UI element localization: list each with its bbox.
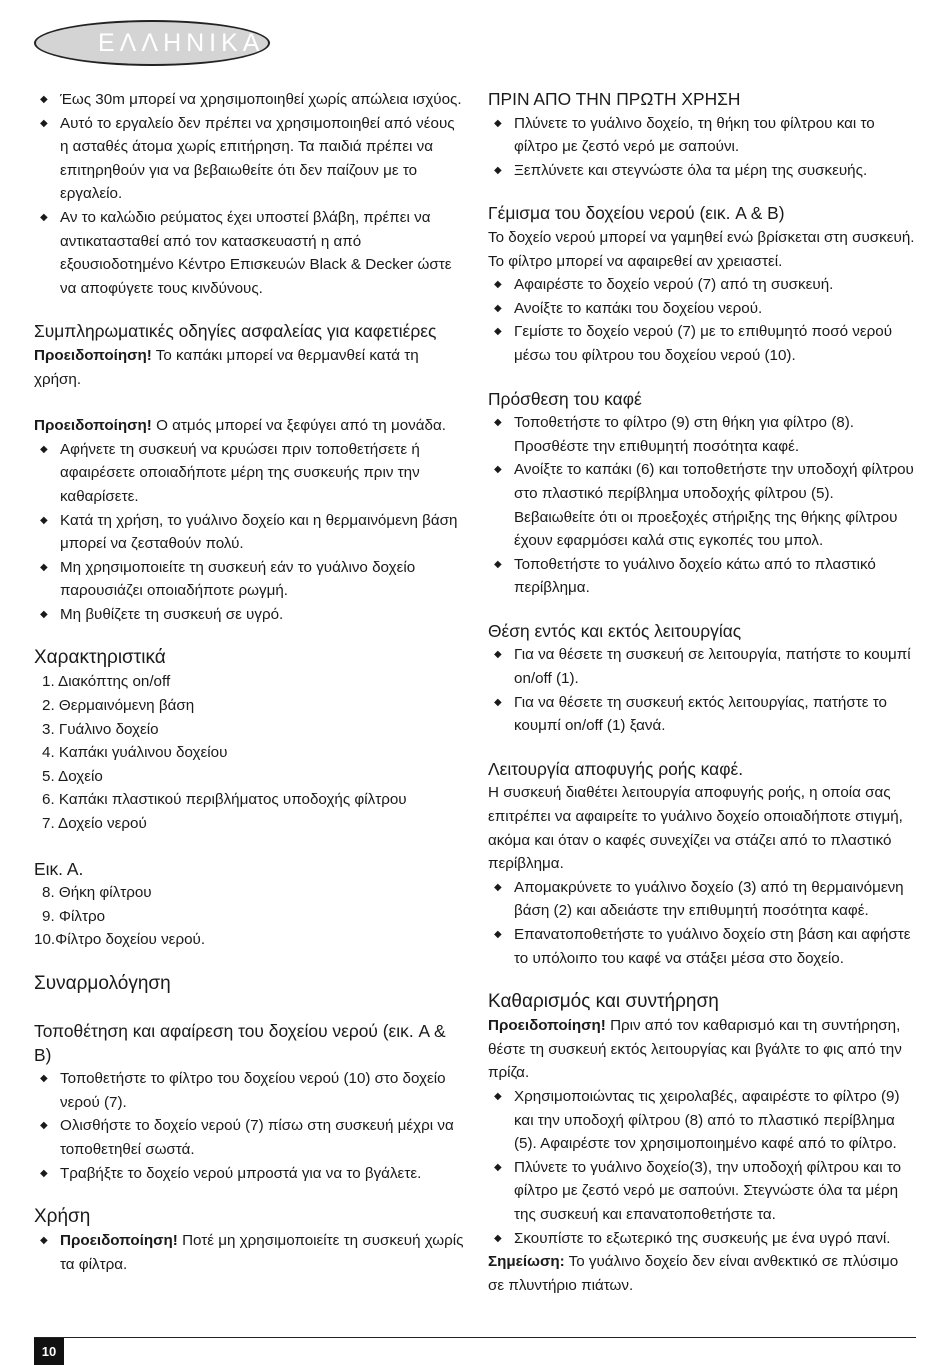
diamond-bullet-icon: ◆ <box>40 1120 48 1132</box>
diamond-bullet-icon: ◆ <box>40 1167 48 1179</box>
diamond-bullet-icon: ◆ <box>494 302 502 314</box>
water-tank-heading: Τοποθέτηση και αφαίρεση του δοχείου νερού (εικ. A & B) <box>34 1021 446 1065</box>
diamond-bullet-icon: ◆ <box>494 1232 502 1244</box>
language-label: ΕΛΛΗΝΙΚΑ <box>98 28 265 57</box>
diamond-bullet-icon: ◆ <box>40 211 48 223</box>
on-off-heading: Θέση εντός και εκτός λειτουργίας <box>488 620 742 641</box>
list-item: ◆ Πλύνετε το γυάλινο δοχείο(3), την υποδοχή φίλτρου και το φίλτρο με ζεστό νερό με σαπούνι. Στεγνώστε όλα τα μέρη της συσκευή και επανατοποθετήστε τα. <box>488 1156 918 1227</box>
cleaning-note: Σημείωση: Το γυάλινο δοχείο δεν είναι ανθεκτικό σε πλύσιμο σε πλυντήριο πιάτων. <box>488 1253 899 1294</box>
diamond-bullet-icon: ◆ <box>494 417 502 429</box>
first-use-heading: ΠΡΙΝ ΑΠΟ ΤΗΝ ΠΡΩΤΗ ΧΡΗΣΗ <box>488 89 741 109</box>
list-item: ◆ Πλύνετε το γυάλινο δοχείο, τη θήκη του φίλτρου και το φίλτρο με ζεστό νερό με σαπούνι. <box>488 112 918 159</box>
diamond-bullet-icon: ◆ <box>494 279 502 291</box>
water-tank-bullet-list <box>34 1067 464 1185</box>
list-item: ◆ Κατά τη χρήση, το γυάλινο δοχείο και η θερμαινόμενη βάση μπορεί να ζεσταθούν πολύ. <box>34 509 464 556</box>
safety-warning-2: Προειδοποίηση! Ο ατμός μπορεί να ξεφύγει από τη μονάδα. <box>34 417 446 435</box>
list-item: ◆ Ανοίξτε το καπάκι του δοχείου νερού. <box>488 297 918 321</box>
list-item: 6. Καπάκι πλαστικού περιβλήματος υποδοχής φίλτρου <box>42 791 407 809</box>
diamond-bullet-icon: ◆ <box>40 1073 48 1085</box>
right-column <box>488 88 918 1297</box>
list-item: 1. Διακόπτης on/off <box>42 673 171 691</box>
list-item: ◆ Ξεπλύνετε και στεγνώστε όλα τα μέρη της συσκευής. <box>488 159 918 183</box>
features-list <box>34 670 464 835</box>
drip-stop-text: Η συσκευή διαθέτει λειτουργία αποφυγής ροής, η οποία σας επιτρέπει να αφαιρείτε το γυάλινο δοχείο οποιαδήποτε στιγμή, ακόμα και όταν ο καφές συνεχίζει να στάζει από το πλαστικό περίβλημα. <box>488 784 903 873</box>
diamond-bullet-icon: ◆ <box>494 558 502 570</box>
list-item: ◆ Έως 30m μπορεί να χρησιμοποιηθεί χωρίς απώλεια ισχύος. <box>34 88 464 112</box>
list-item: 3. Γυάλινο δοχείο <box>42 720 159 738</box>
list-item: ◆ Ανοίξτε το καπάκι (6) και τοποθετήστε την υποδοχή φίλτρου στο πλαστικό περίβλημα υποδοχής φίλτρου (5). Βεβαιωθείτε ότι οι προεξοχές στήριξης της θήκης φίλτρου έχουν εφαρμόσει καλά στις εγκοπές του μπολ. <box>488 458 918 552</box>
list-item: ◆ Τοποθετήστε το γυάλινο δοχείο κάτω από το πλαστικό περίβλημα. <box>488 553 918 600</box>
figure-a-list <box>34 881 464 928</box>
diamond-bullet-icon: ◆ <box>494 929 502 940</box>
list-item: ◆ Γεμίστε το δοχείο νερού (7) με το επιθυμητό ποσό νερού μέσω του φίλτρου του δοχείου νερού (10). <box>488 320 918 367</box>
list-item: ◆ Αφήνετε τη συσκευή να κρυώσει πριν τοποθετήσετε ή αφαιρέσετε οποιαδήποτε μέρη της συσκευής πριν την καθαρίσετε. <box>34 438 464 509</box>
drip-stop-heading: Λειτουργία αποφυγής ροής καφέ. <box>488 758 744 779</box>
safety-bullet-list <box>34 438 464 627</box>
list-item: 8. Θήκη φίλτρου <box>42 884 152 902</box>
list-item: ◆ Για να θέσετε τη συσκευή σε λειτουργία, πατήστε το κουμπί on/off (1). <box>488 643 918 690</box>
list-item: ◆ Ολισθήστε το δοχείο νερού (7) πίσω στη συσκευή μέχρι να τοποθετηθεί σωστά. <box>34 1114 464 1161</box>
left-column <box>34 88 464 1276</box>
features-heading: Χαρακτηριστικά <box>34 647 166 669</box>
list-item: ◆ Επανατοποθετήστε το γυάλινο δοχείο στη βάση και αφήστε το υπόλοιπο του καφέ να στάξει μέσα στο δοχείο. <box>488 923 918 970</box>
diamond-bullet-icon: ◆ <box>494 164 502 176</box>
footer-divider <box>34 1337 916 1338</box>
list-item: 10.Φίλτρο δοχείου νερού. <box>34 931 206 949</box>
filling-text: Το δοχείο νερού μπορεί να γαμηθεί ενώ βρίσκεται στη συσκευή. Το φίλτρο μπορεί να αφαιρεθεί αν χρειαστεί. <box>488 228 915 270</box>
list-item: 5. Δοχείο <box>42 767 103 785</box>
list-item: ◆ Τοποθετήστε το φίλτρο (9) στη θήκη για φίλτρο (8). Προσθέστε την επιθυμητή ποσότητα καφέ. <box>488 411 918 458</box>
cleaning-heading: Καθαρισμός και συντήρηση <box>488 991 719 1013</box>
filling-heading: Γέμισμα του δοχείου νερού (εικ. A & B) <box>488 203 785 224</box>
safety-heading: Συμπληρωματικές οδηγίες ασφαλείας για καφετιέρες <box>34 321 437 342</box>
diamond-bullet-icon: ◆ <box>40 94 48 105</box>
list-item: ◆ Απομακρύνετε το γυάλινο δοχείο (3) από τη θερμαινόμενη βάση (2) και αδειάστε την επιθυμητή ποσότητα καφέ. <box>488 876 918 923</box>
list-item: ◆ Αφαιρέστε το δοχείο νερού (7) από τη συσκευή. <box>488 273 918 297</box>
diamond-bullet-icon: ◆ <box>494 881 502 893</box>
diamond-bullet-icon: ◆ <box>494 696 502 708</box>
diamond-bullet-icon: ◆ <box>40 608 48 620</box>
diamond-bullet-icon: ◆ <box>494 464 502 476</box>
diamond-bullet-icon: ◆ <box>40 514 48 526</box>
drip-stop-bullet-list <box>488 876 918 970</box>
list-item: ◆ Μη χρησιμοποιείτε τη συσκευή εάν το γυάλινο δοχείο παρουσιάζει οποιαδήποτε ρωγμή. <box>34 556 464 603</box>
filling-bullet-list <box>488 273 918 367</box>
adding-coffee-heading: Πρόσθεση του καφέ <box>488 388 642 409</box>
diamond-bullet-icon: ◆ <box>494 117 502 129</box>
list-item: ◆ Αυτό το εργαλείο δεν πρέπει να χρησιμοποιηθεί από νέους η ασταθές άτομα χωρίς επιτήρηση. Τα παιδιά πρέπει να επιτηρηθούν για να βεβαιωθείτε ότι δεν παίζουν με το εργαλείο. <box>34 112 464 206</box>
use-heading: Χρήση <box>34 1206 91 1228</box>
list-item: 9. Φίλτρο <box>42 907 106 925</box>
intro-bullet-list <box>34 88 464 300</box>
diamond-bullet-icon: ◆ <box>40 443 48 455</box>
list-item: ◆ Μη βυθίζετε τη συσκευή σε υγρό. <box>34 603 464 627</box>
cleaning-bullet-list <box>488 1085 918 1250</box>
list-item: ◆ Τοποθετήστε το φίλτρο του δοχείου νερού (10) στο δοχείο νερού (7). <box>34 1067 464 1114</box>
diamond-bullet-icon: ◆ <box>494 1090 502 1102</box>
diamond-bullet-icon: ◆ <box>494 1161 502 1173</box>
adding-coffee-bullet-list <box>488 411 918 600</box>
list-item: 2. Θερμαινόμενη βάση <box>42 697 195 715</box>
first-use-bullet-list <box>488 112 918 183</box>
list-item: ◆ Αν το καλώδιο ρεύματος έχει υποστεί βλάβη, πρέπει να αντικατασταθεί από τον κατασκευαστή η από εξουσιοδοτημένο Κέντρο Επισκευών Black & Decker ώστε να αποφύγετε τους κινδύνους. <box>34 206 464 300</box>
diamond-bullet-icon: ◆ <box>40 117 48 129</box>
diamond-bullet-icon: ◆ <box>494 649 502 661</box>
list-item: ◆ Προειδοποίηση! Ποτέ μη χρησιμοποιείτε τη συσκευή χωρίς τα φίλτρα. <box>34 1229 464 1276</box>
page-number: 10 <box>34 1338 64 1365</box>
list-item: 4. Καπάκι γυάλινου δοχείου <box>42 744 228 762</box>
safety-warning-1: Προειδοποίηση! Το καπάκι μπορεί να θερμανθεί κατά τη χρήση. <box>34 346 419 388</box>
diamond-bullet-icon: ◆ <box>494 326 502 338</box>
on-off-bullet-list <box>488 643 918 737</box>
list-item: ◆ Για να θέσετε τη συσκευή εκτός λειτουργίας, πατήστε το κουμπί on/off (1) ξανά. <box>488 691 918 738</box>
list-item: 7. Δοχείο νερού <box>42 815 147 833</box>
figure-a-heading: Εικ. Α. <box>34 858 84 879</box>
diamond-bullet-icon: ◆ <box>40 561 48 573</box>
use-bullet-list <box>34 1229 464 1276</box>
list-item: ◆ Χρησιμοποιώντας τις χειρολαβές, αφαιρέστε το φίλτρο (9) και την υποδοχή φίλτρου (8) από το πλαστικό περίβλημα (5). Αφαιρέστε τον χρησιμοποιημένο καφέ από το φίλτρο. <box>488 1085 918 1156</box>
diamond-bullet-icon: ◆ <box>40 1235 48 1247</box>
cleaning-warning: Προειδοποίηση! Πριν από τον καθαρισμό και τη συντήρηση, θέστε τη συσκευή εκτός λειτουργίας και βγάλτε το φις από την πρίζα. <box>488 1017 902 1082</box>
list-item: ◆ Τραβήξτε το δοχείο νερού μπροστά για να το βγάλετε. <box>34 1162 464 1186</box>
language-tab <box>34 20 270 66</box>
list-item: ◆ Σκουπίστε το εξωτερικό της συσκευής με ένα υγρό πανί. <box>488 1227 918 1251</box>
assembly-heading: Συναρμολόγηση <box>34 973 171 994</box>
